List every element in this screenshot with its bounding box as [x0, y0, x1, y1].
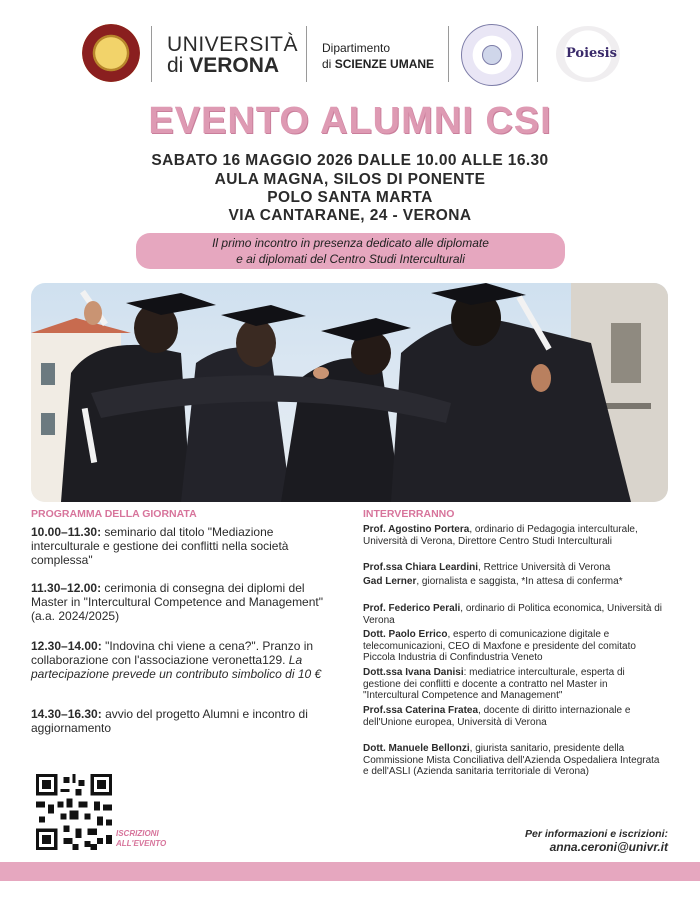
qr-label-line1: ISCRIZIONI: [116, 829, 159, 838]
program-item: 14.30–16.30: avvio del progetto Alumni e incontro di aggiornamento: [31, 707, 308, 735]
speakers-heading: INTERVERRANNO: [363, 508, 455, 520]
speaker-item: Dott. Paolo Errico, esperto di comunicazione digitale e telecomunicazioni, CEO di Maxfone e presidente del comitato Piccola Industria di Confindustria Veneto: [363, 629, 636, 663]
poiesis-logo: Poiesis: [556, 26, 620, 82]
department-line1: Dipartimento: [322, 41, 391, 55]
globe-icon: [482, 45, 502, 65]
divider: [537, 26, 538, 82]
program-heading: PROGRAMMA DELLA GIORNATA: [31, 508, 197, 520]
csi-logo: [461, 24, 523, 86]
event-date: SABATO 16 MAGGIO 2026 DALLE 10.00 ALLE 16.30: [151, 152, 549, 169]
event-address: VIA CANTARANE, 24 - VERONA: [228, 207, 472, 224]
department-line2: di SCIENZE UMANE: [322, 57, 435, 71]
university-name-line2: di VERONA: [167, 54, 280, 77]
qr-label-line2: ALL'EVENTO: [116, 839, 167, 848]
footer-bar: [0, 862, 700, 881]
divider: [151, 26, 152, 82]
university-name-line1: UNIVERSITÀ: [167, 33, 299, 56]
university-seal-logo: [82, 24, 140, 82]
speaker-item: Dott.ssa Ivana Danisi: mediatrice interculturale, esperta di gestione dei conflitti e docente a contratto nel Master in "Intercultural Competence and Management": [363, 667, 625, 701]
speaker-item: Prof. Federico Perali, ordinario di Politica economica, Università di Verona: [363, 603, 663, 626]
subtitle-line2: e ai diplomati del Centro Studi Interculturali: [236, 252, 465, 266]
program-item: 11.30–12.00: cerimonia di consegna dei diplomi del Master in "Intercultural Competence and Management" (a.a. 2024/2025): [31, 581, 324, 623]
speaker-item: Prof.ssa Caterina Fratea, docente di diritto internazionale e dell'Unione europea, Università di Verona: [363, 705, 631, 728]
speaker-item: Gad Lerner, giornalista e saggista, *In attesa di conferma*: [363, 576, 623, 587]
program-item: 10.00–11.30: seminario dal titolo "Mediazione interculturale e gestione dei conflitti nella società complessa": [31, 525, 289, 567]
contact-email-link[interactable]: anna.ceroni@univr.it: [549, 840, 668, 854]
speaker-item: Dott. Manuele Bellonzi, giurista sanitario, presidente della Commissione Mista Conciliativa dell'Azienda Ospedaliera Integrata e dell'ASLI (Azienda sanitaria territoriale di Verona): [363, 743, 660, 777]
contact-label: Per informazioni e iscrizioni:: [525, 828, 668, 840]
event-venue: AULA MAGNA, SILOS DI PONENTE: [214, 171, 486, 188]
event-title: EVENTO ALUMNI CSI: [148, 100, 552, 142]
divider: [306, 26, 307, 82]
event-campus: POLO SANTA MARTA: [267, 189, 433, 206]
header: [0, 0, 700, 92]
subtitle-line1: Il primo incontro in presenza dedicato alle diplomate: [212, 236, 489, 250]
divider: [448, 26, 449, 82]
speaker-item: Prof.ssa Chiara Leardini, Rettrice Università di Verona: [363, 562, 611, 573]
speaker-item: Prof. Agostino Portera, ordinario di Pedagogia interculturale, Università di Verona, Direttore Centro Studi Interculturali: [363, 524, 638, 547]
qr-code[interactable]: [36, 774, 112, 850]
program-item: 12.30–14.00: "Indovina chi viene a cena?". Pranzo in collaborazione con l'associazione veronetta129. La partecipazione prevede un contributo simbolico di 10 €: [31, 639, 322, 681]
graduates-photo: [31, 283, 668, 502]
